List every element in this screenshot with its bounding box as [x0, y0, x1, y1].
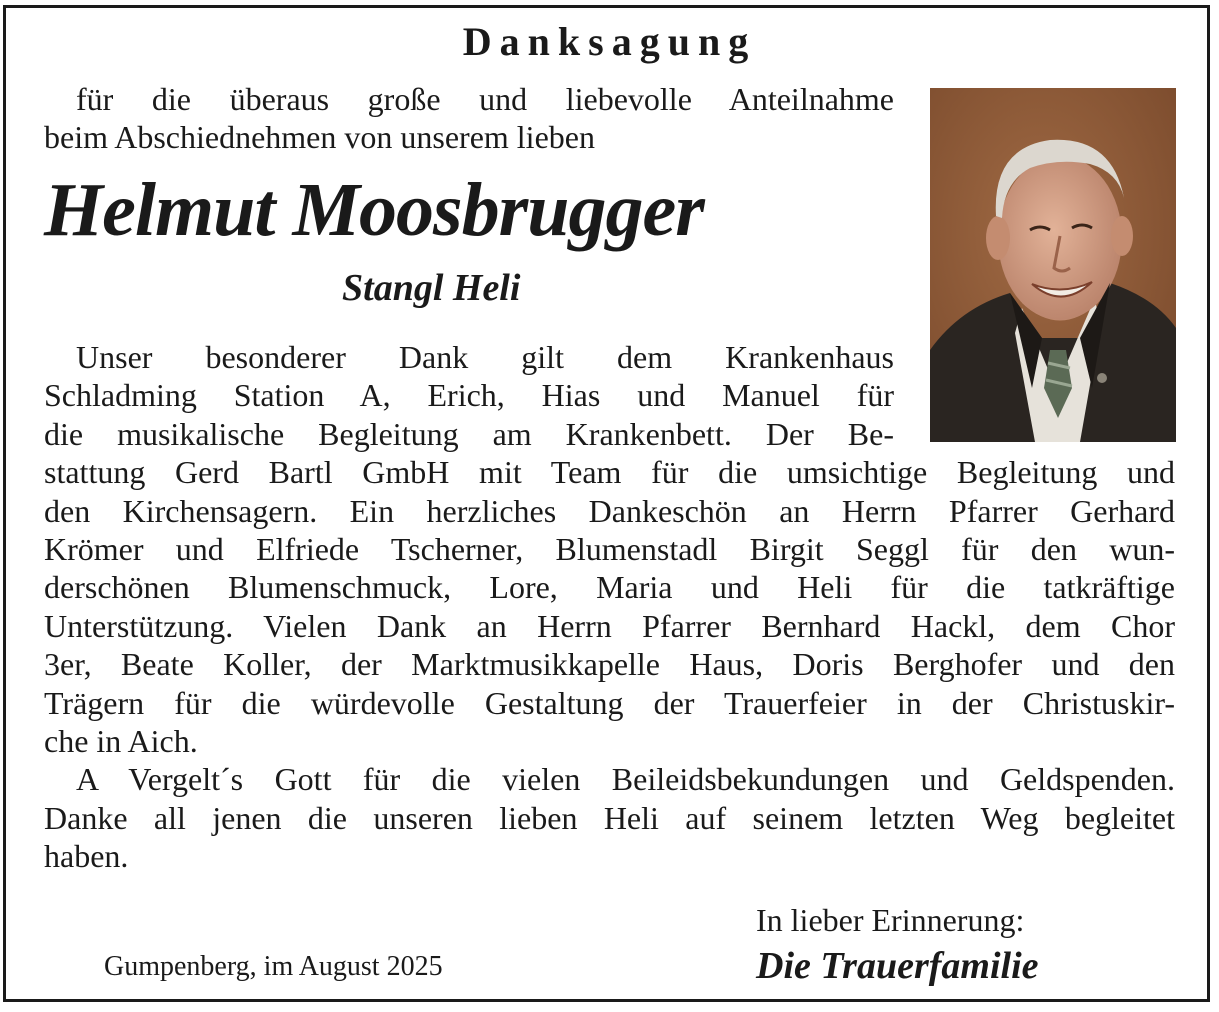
place-date: Gumpenberg, im August 2025 [104, 951, 443, 982]
body-line: derschönen Blumenschmuck, Lore, Maria und Heli für die tatkräftige [44, 569, 1175, 606]
body-line: Danke all jenen die unseren lieben Heli auf seinem letzten Weg begleitet [44, 799, 1175, 836]
body-line: Unterstützung. Vielen Dank an Herrn Pfarrer Bernhard Hackl, dem Chor [44, 607, 1175, 644]
intro-line-2: beim Abschiednehmen von unserem lieben [44, 119, 595, 155]
closing-phrase: In lieber Erinnerung: [756, 902, 1025, 938]
body-line: die musikalische Begleitung am Krankenbett. Der Be- [44, 415, 894, 452]
body-line: 3er, Beate Koller, der Marktmusikkapelle Haus, Doris Berghofer und den [44, 646, 1175, 683]
intro-text [44, 80, 894, 156]
body-line: haben. [44, 838, 129, 875]
deceased-name: Helmut Moosbrugger [44, 168, 704, 252]
intro-line-1: für die überaus große und liebevolle Anteilnahme [76, 81, 894, 117]
body-line: den Kirchensagern. Ein herzliches Dankeschön an Herrn Pfarrer Gerhard [44, 492, 1175, 529]
body-line: che in Aich. [44, 723, 198, 760]
family-signature: Die Trauerfamilie [756, 945, 1039, 987]
body-text [44, 338, 1175, 876]
body-line: Trägern für die würdevolle Gestaltung der Trauerfeier in der Christuskir- [44, 684, 1175, 721]
deceased-nickname: Stangl Heli [342, 267, 521, 309]
body-line: Schladming Station A, Erich, Hias und Manuel für [44, 377, 894, 414]
body-line: Krömer und Elfriede Tscherner, Blumenstadl Birgit Seggl für den wun- [44, 531, 1175, 568]
notice-heading: Danksagung [462, 19, 757, 64]
body-line: A Vergelt´s Gott für die vielen Beileidsbekundungen und Geldspenden. [76, 761, 1175, 798]
body-line: stattung Gerd Bartl GmbH mit Team für die umsichtige Begleitung und [44, 454, 1175, 491]
body-line: Unser besonderer Dank gilt dem Krankenhaus [76, 339, 894, 375]
